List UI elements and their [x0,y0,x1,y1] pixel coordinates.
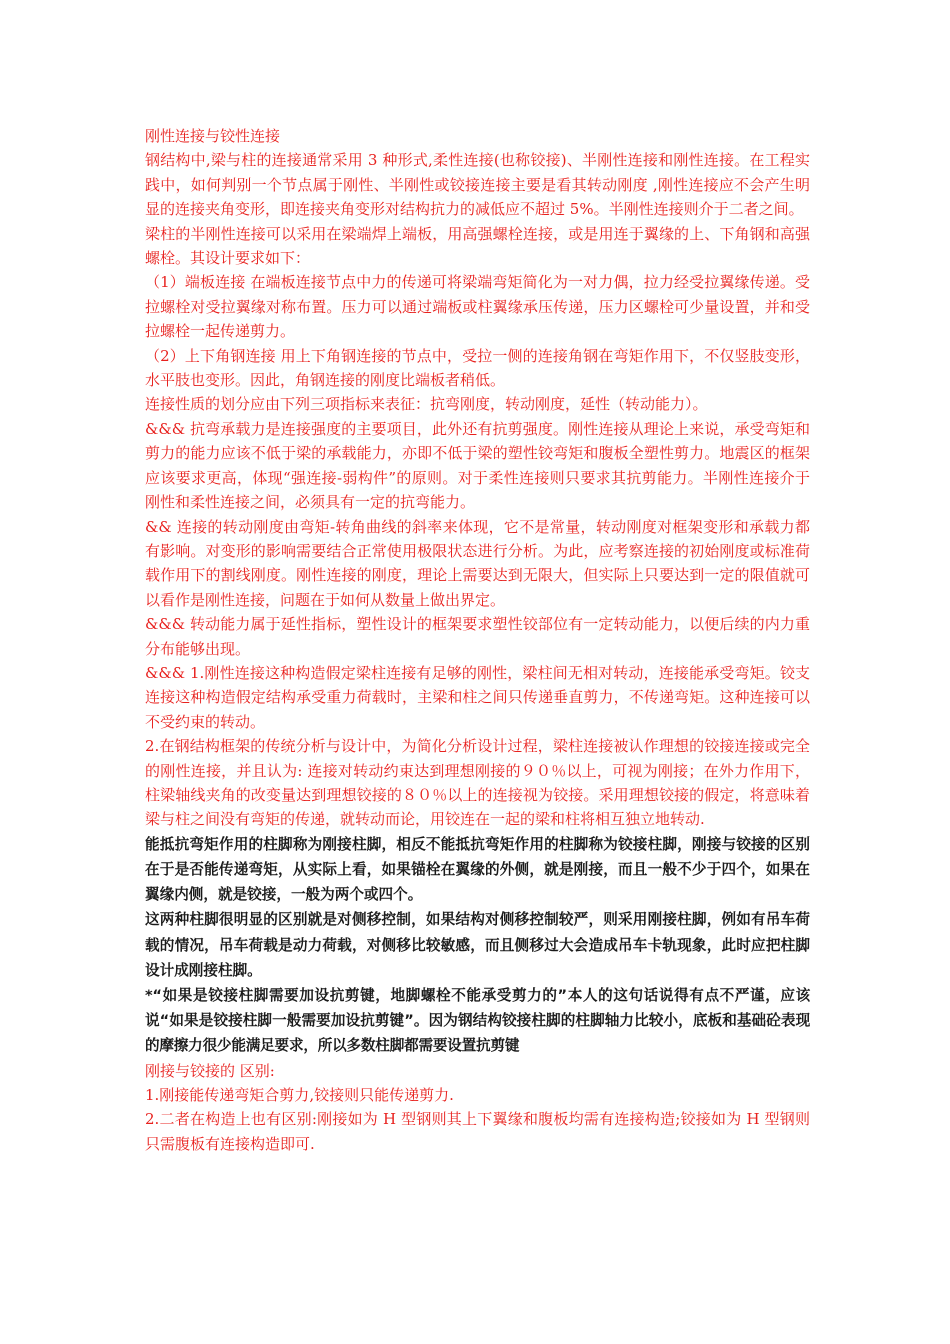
paragraph-bending-capacity: &&& 抗弯承载力是连接强度的主要项目，此外还有抗剪强度。刚性连接从理论上来说，承受弯矩和剪力的能力应该不低于梁的承载能力，亦即不低于梁的塑性铰弯矩和腹板全塑性剪力。地震区的框架应该要求更高，体现“强连接-弱构件”的原则。对于柔性连接则只要求其抗剪能力。半刚性连接介于刚性和柔性连接之间，必须具有一定的抗弯能力。 [145,419,810,512]
paragraph-connection-types: 钢结构中,梁与柱的连接通常采用 3 种形式,柔性连接(也称铰接)、半刚性连接和刚性连接。在工程实践中，如何判别一个节点属于刚性、半刚性或铰接连接主要是看其转动刚度 ,刚性连接应不会产生明显的连接夹角变形，即连接夹角变形对结构抗力的减低应不超过 5%。半刚性连接则介于二者之间。 [145,151,810,219]
paragraph-frame-analysis: 2.在钢结构框架的传统分析与设计中，为简化分析设计过程，梁柱连接被认作理想的铰接连接或完全的刚性连接，并且认为: 连接对转动约束达到理想刚接的９０％以上，可视为刚接；在外力作用下，柱梁轴线夹角的改变量达到理想铰接的８０％以上的连接视为铰接。采用理想铰接的假定，将意味着梁与柱之间没有弯矩的传递，就转动而论，用铰连在一起的梁和柱将相互独立地转动. [145,737,810,829]
paragraph-shear-key: *“如果是铰接柱脚需要加设抗剪键，地脚螺栓不能承受剪力的”本人的这句话说得有点不严谨，应该说“如果是铰接柱脚一般需要加设抗剪键”。因为钢结构铰接柱脚的柱脚轴力比较小，底板和基础砼表现的摩擦力很少能满足要求，所以多数柱脚都需要设置抗剪键 [145,987,810,1055]
paragraph-end-plate: （1）端板连接 在端板连接节点中力的传递可将梁端弯矩简化为一对力偶，拉力经受拉翼缘传递。受拉螺栓对受拉翼缘对称布置。压力可以通过端板或柱翼缘承压传递，压力区螺栓可少量设置，并和受拉螺栓一起传递剪力。 [145,273,810,341]
paragraph-indicators: 连接性质的划分应由下列三项指标来表征：抗弯刚度，转动刚度，延性（转动能力）。 [145,395,708,414]
paragraph-column-base-types: 能抵抗弯矩作用的柱脚称为刚接柱脚，相反不能抵抗弯矩作用的柱脚称为铰接柱脚，刚接与铰接的区别在于是否能传递弯矩，从实际上看，如果锚栓在翼缘的外侧，就是刚接，而且一般不少于四个，如果在翼缘内侧，就是铰接，一般为两个或四个。 [145,835,810,904]
paragraph-rotational-stiffness: && 连接的转动刚度由弯矩-转角曲线的斜率来体现，它不是常量，转动刚度对框架变形和承载力都有影响。对变形的影响需要结合正常使用极限状态进行分析。为此，应考察连接的初始刚度或标准荷载作用下的割线刚度。刚性连接的刚度，理论上需要达到无限大，但实际上只要达到一定的限值就可以看作是刚性连接，问题在于如何从数量上做出界定。 [145,517,810,609]
paragraph-rotation-capacity: &&& 转动能力属于延性指标，塑性设计的框架要求塑性铰部位有一定转动能力，以便后续的内力重分布能够出现。 [145,615,810,658]
paragraph-drift-control: 这两种柱脚很明显的区别就是对侧移控制，如果结构对侧移控制较严，则采用刚接柱脚，例如有吊车荷载的情况，吊车荷载是动力荷载，对侧移比较敏感，而且侧移过大会造成吊车卡轨现象，此时应把柱脚设计成刚接柱脚。 [145,911,810,979]
paragraph-rigid-vs-hinged: &&& 1.刚性连接这种构造假定梁柱连接有足够的刚性，梁柱间无相对转动，连接能承受弯矩。铰支连接这种构造假定结构承受重力荷载时，主梁和柱之间只传递垂直剪力，不传递弯矩。这种连接可以不受约束的转动。 [145,663,810,731]
document-title: 刚性连接与铰性连接 [145,127,281,145]
document-body [145,124,810,1156]
difference-item: 2.二者在构造上也有区别:刚接如为 H 型钢则其上下翼缘和腹板均需有连接构造;铰接如为 H 型钢则只需腹板有连接构造即可. [145,1110,810,1153]
difference-item: 1.刚接能传递弯矩合剪力,铰接则只能传递剪力. [145,1086,454,1105]
difference-heading: 刚接与铰接的 区别: [145,1061,275,1080]
paragraph-semi-rigid: 梁柱的半刚性连接可以采用在梁端焊上端板，用高强螺栓连接，或是用连于翼缘的上、下角钢和高强螺栓。其设计要求如下： [145,224,810,268]
paragraph-angle-steel: （2）上下角钢连接 用上下角钢连接的节点中，受拉一侧的连接角钢在弯矩作用下，不仅竖肢变形，水平肢也变形。因此，角钢连接的刚度比端板者稍低。 [145,346,810,390]
